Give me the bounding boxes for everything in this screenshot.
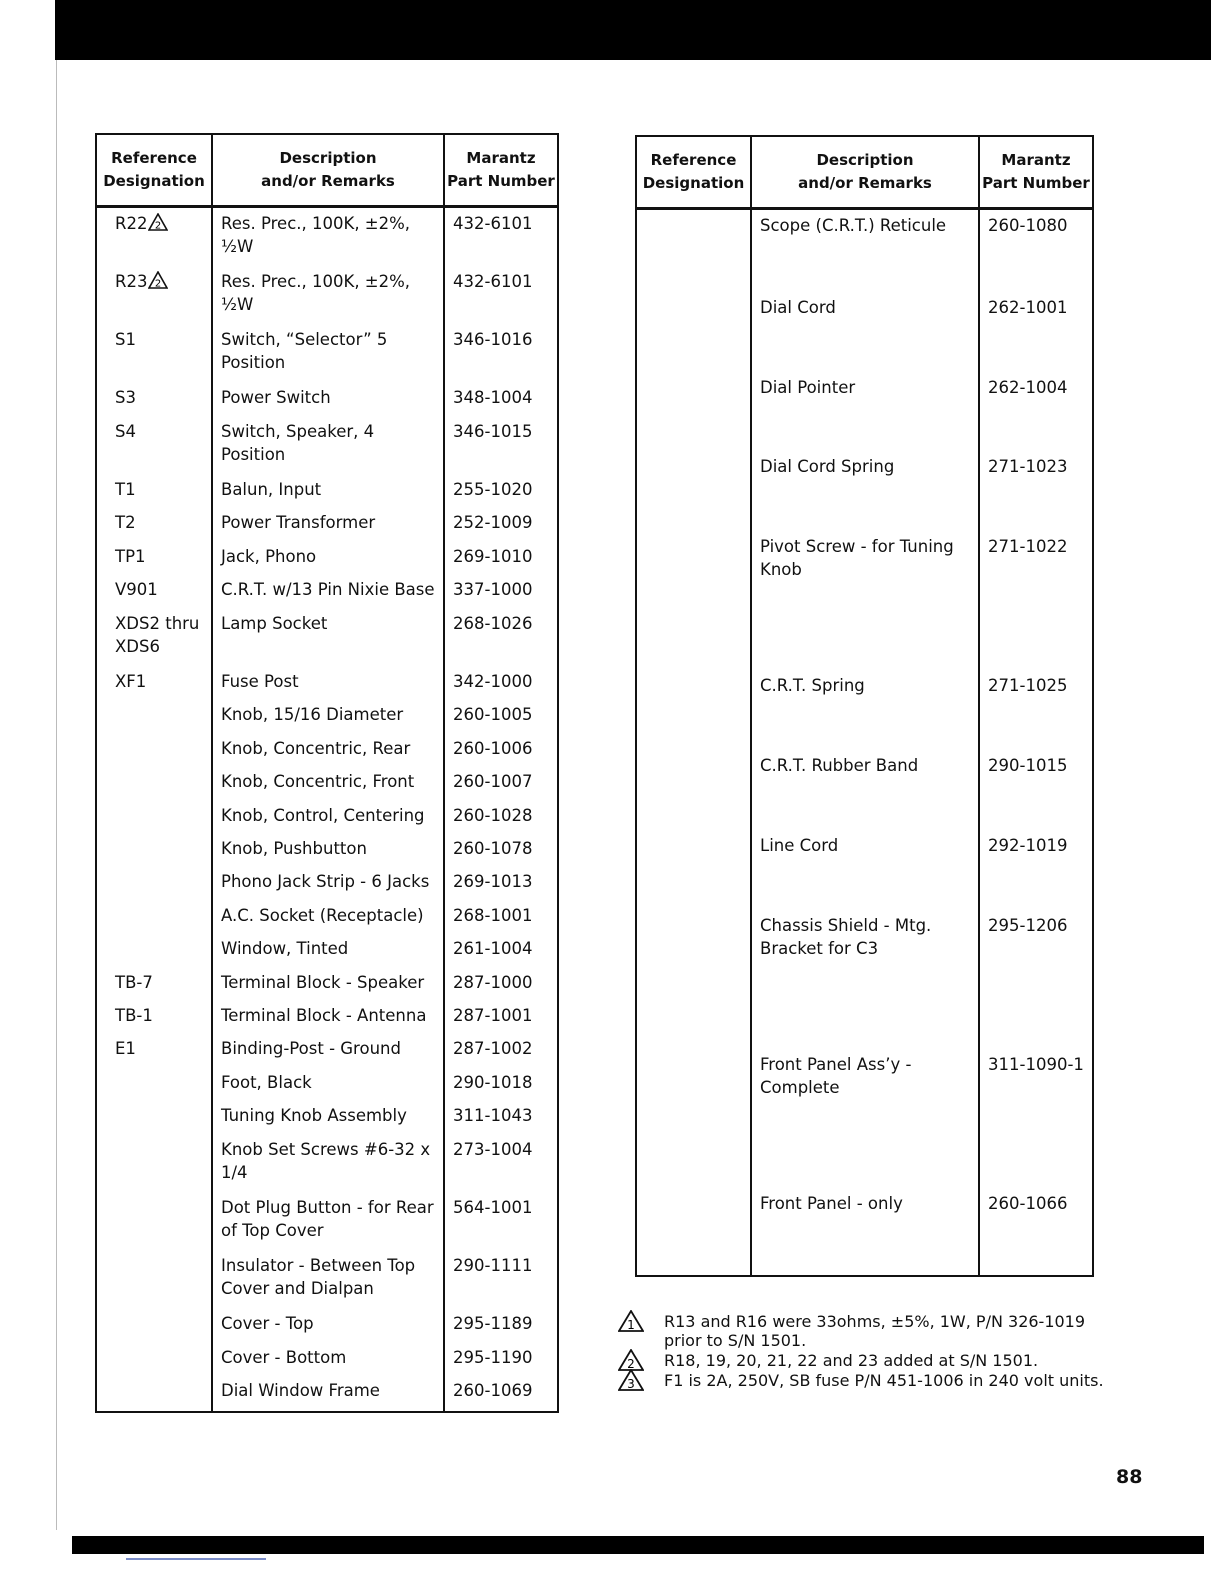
reference-cell: [96, 474, 212, 507]
table-row: [636, 531, 1093, 670]
description-cell: Knob, 15/16 Diameter: [212, 699, 444, 732]
reference-cell: [96, 866, 212, 899]
table-header-row: [96, 134, 558, 206]
empty-cell: [751, 1268, 979, 1276]
reference-cell: [636, 1188, 751, 1268]
table-row: [96, 1000, 558, 1033]
reference-cell: [636, 372, 751, 452]
table-row: [96, 1100, 558, 1133]
reference-cell: [636, 292, 751, 372]
part-number-cell: 295-1189: [444, 1308, 558, 1341]
description-cell: Jack, Phono: [212, 541, 444, 574]
description-cell: Knob, Concentric, Rear: [212, 733, 444, 766]
header-description: Description and/or Remarks: [212, 134, 444, 206]
table-row: [96, 699, 558, 732]
reference-cell: [96, 733, 212, 766]
parts-table-left: [95, 133, 559, 1413]
svg-text:2: 2: [155, 278, 162, 289]
description-cell: Scope (C.R.T.) Reticule: [751, 208, 979, 292]
reference-cell: [96, 1192, 212, 1250]
top-black-bar: [55, 0, 1211, 60]
part-number-cell: 260-1066: [979, 1188, 1093, 1268]
reference-cell: [96, 699, 212, 732]
description-cell: C.R.T. w/13 Pin Nixie Base: [212, 574, 444, 607]
description-cell: Knob, Pushbutton: [212, 833, 444, 866]
table-row: [96, 967, 558, 1000]
reference-cell: [96, 507, 212, 540]
reference-cell: [96, 541, 212, 574]
table-row: [96, 474, 558, 507]
part-number-cell: 262-1004: [979, 372, 1093, 452]
part-number-cell: 271-1023: [979, 451, 1093, 531]
reference-cell: [636, 531, 751, 670]
part-number-cell: 260-1078: [444, 833, 558, 866]
svg-text:2: 2: [155, 220, 162, 231]
table-row: [636, 910, 1093, 1049]
table-row: [636, 372, 1093, 452]
description-cell: Knob, Control, Centering: [212, 800, 444, 833]
description-cell: Dot Plug Button - for Rear of Top Cover: [212, 1192, 444, 1250]
part-number-cell: 287-1002: [444, 1033, 558, 1066]
part-number-cell: 260-1005: [444, 699, 558, 732]
part-number-cell: 290-1111: [444, 1250, 558, 1308]
table-row: [96, 382, 558, 415]
triangle-note-icon: [148, 213, 168, 231]
table-row: [96, 733, 558, 766]
empty-cell: [212, 1409, 444, 1412]
svg-text:1: 1: [627, 1318, 635, 1332]
page-number: 88: [1116, 1466, 1143, 1488]
description-cell: Knob Set Screws #6-32 x 1/4: [212, 1134, 444, 1192]
part-number-cell: 342-1000: [444, 666, 558, 699]
description-cell: Power Transformer: [212, 507, 444, 540]
description-cell: Cover - Bottom: [212, 1342, 444, 1375]
table-row: [636, 1049, 1093, 1188]
reference-cell: [96, 1375, 212, 1408]
table-row: [96, 866, 558, 899]
footnotes: [618, 1312, 1108, 1391]
part-number-cell: 260-1007: [444, 766, 558, 799]
part-number-cell: 290-1018: [444, 1067, 558, 1100]
description-cell: Line Cord: [751, 830, 979, 910]
reference-cell: [636, 830, 751, 910]
svg-text:3: 3: [627, 1377, 635, 1391]
description-cell: Balun, Input: [212, 474, 444, 507]
description-cell: Chassis Shield - Mtg. Bracket for C3: [751, 910, 979, 1049]
reference-cell: [96, 833, 212, 866]
description-cell: Insulator - Between Top Cover and Dialpan: [212, 1250, 444, 1308]
part-number-cell: 269-1010: [444, 541, 558, 574]
part-number-cell: 252-1009: [444, 507, 558, 540]
table-row: [96, 900, 558, 933]
reference-cell: [96, 1000, 212, 1033]
part-number-cell: 295-1206: [979, 910, 1093, 1049]
part-number-cell: 292-1019: [979, 830, 1093, 910]
table-row: [96, 933, 558, 966]
description-cell: Switch, Speaker, 4 Position: [212, 416, 444, 474]
description-cell: Terminal Block - Antenna: [212, 1000, 444, 1033]
description-cell: Terminal Block - Speaker: [212, 967, 444, 1000]
part-number-cell: 287-1001: [444, 1000, 558, 1033]
description-cell: Dial Window Frame: [212, 1375, 444, 1408]
reference-cell: [636, 910, 751, 1049]
description-cell: Foot, Black: [212, 1067, 444, 1100]
reference-designation: TB-1: [115, 1006, 153, 1026]
table-row: [96, 1308, 558, 1341]
reference-cell: [96, 382, 212, 415]
part-number-cell: 269-1013: [444, 866, 558, 899]
reference-cell: [96, 266, 212, 324]
reference-cell: [636, 670, 751, 750]
reference-cell: [96, 1100, 212, 1133]
reference-cell: [96, 1067, 212, 1100]
table-row: [96, 1375, 558, 1408]
description-cell: Pivot Screw - for Tuning Knob: [751, 531, 979, 670]
part-number-cell: 287-1000: [444, 967, 558, 1000]
reference-cell: [96, 1033, 212, 1066]
part-number-cell: 262-1001: [979, 292, 1093, 372]
description-cell: Tuning Knob Assembly: [212, 1100, 444, 1133]
part-number-cell: 260-1080: [979, 208, 1093, 292]
part-number-cell: 348-1004: [444, 382, 558, 415]
header-part-number: Marantz Part Number: [979, 136, 1093, 208]
reference-cell: [636, 208, 751, 292]
reference-designation: S4: [115, 421, 136, 441]
triangle-note-icon: [148, 271, 168, 289]
header-reference: Reference Designation: [636, 136, 751, 208]
reference-designation: R23: [115, 271, 148, 291]
bottom-blue-rule: [126, 1558, 266, 1560]
reference-designation: T1: [115, 479, 136, 499]
table-row: [96, 574, 558, 607]
footnote-1: 1 R13 and R16 were 33ohms, ±5%, 1W, P/N 326-1019 prior to S/N 1501.: [618, 1312, 1108, 1350]
description-cell: Cover - Top: [212, 1308, 444, 1341]
table-row: [96, 1134, 558, 1192]
description-cell: Dial Cord: [751, 292, 979, 372]
reference-cell: [96, 1342, 212, 1375]
table-row: [96, 1250, 558, 1308]
part-number-cell: 271-1025: [979, 670, 1093, 750]
table-row: [636, 1188, 1093, 1268]
reference-cell: [636, 451, 751, 531]
table-filler-row: [636, 1268, 1093, 1276]
description-cell: Knob, Concentric, Front: [212, 766, 444, 799]
reference-cell: [96, 900, 212, 933]
description-cell: Front Panel - only: [751, 1188, 979, 1268]
reference-cell: [96, 206, 212, 266]
table-row: [96, 266, 558, 324]
reference-designation: TB-7: [115, 972, 153, 992]
table-row: [96, 507, 558, 540]
reference-cell: [96, 608, 212, 666]
table-row: [96, 206, 558, 266]
description-cell: Phono Jack Strip - 6 Jacks: [212, 866, 444, 899]
table-filler-row: [96, 1409, 558, 1412]
description-cell: Fuse Post: [212, 666, 444, 699]
header-description: Description and/or Remarks: [751, 136, 979, 208]
reference-cell: [96, 800, 212, 833]
description-cell: Res. Prec., 100K, ±2%, ½W: [212, 206, 444, 266]
reference-designation: R22: [115, 213, 148, 233]
table-row: [96, 1342, 558, 1375]
description-cell: Res. Prec., 100K, ±2%, ½W: [212, 266, 444, 324]
reference-designation: XDS2 thru XDS6: [115, 613, 200, 656]
triangle-note-icon: [618, 1349, 644, 1371]
table-row: [636, 208, 1093, 292]
reference-designation: XF1: [115, 671, 147, 691]
table-row: [96, 608, 558, 666]
table-row: [96, 324, 558, 382]
parts-table-right: [635, 135, 1094, 1277]
table-row: [96, 1067, 558, 1100]
scan-edge-line: [56, 60, 57, 1530]
table-row: [96, 766, 558, 799]
table-row: [636, 670, 1093, 750]
part-number-cell: 261-1004: [444, 933, 558, 966]
part-number-cell: 346-1015: [444, 416, 558, 474]
reference-cell: [96, 1308, 212, 1341]
reference-designation: V901: [115, 580, 158, 600]
empty-cell: [979, 1268, 1093, 1276]
part-number-cell: 346-1016: [444, 324, 558, 382]
triangle-note-icon: [618, 1310, 644, 1332]
part-number-cell: 564-1001: [444, 1192, 558, 1250]
table-header-row: [636, 136, 1093, 208]
description-cell: C.R.T. Rubber Band: [751, 750, 979, 830]
footnote-2: 2 R18, 19, 20, 21, 22 and 23 added at S/N 1501.: [618, 1351, 1108, 1370]
empty-cell: [96, 1409, 212, 1412]
table-row: [96, 800, 558, 833]
part-number-cell: 311-1043: [444, 1100, 558, 1133]
reference-cell: [96, 1134, 212, 1192]
table-row: [636, 451, 1093, 531]
description-cell: Lamp Socket: [212, 608, 444, 666]
footnote-3: 3 F1 is 2A, 250V, SB fuse P/N 451-1006 in 240 volt units.: [618, 1371, 1108, 1390]
reference-cell: [96, 416, 212, 474]
description-cell: A.C. Socket (Receptacle): [212, 900, 444, 933]
part-number-cell: 268-1026: [444, 608, 558, 666]
part-number-cell: 295-1190: [444, 1342, 558, 1375]
table-row: [96, 416, 558, 474]
description-cell: Power Switch: [212, 382, 444, 415]
part-number-cell: 260-1028: [444, 800, 558, 833]
part-number-cell: 432-6101: [444, 206, 558, 266]
reference-cell: [96, 1250, 212, 1308]
part-number-cell: 337-1000: [444, 574, 558, 607]
table-row: [636, 750, 1093, 830]
table-row: [96, 666, 558, 699]
reference-cell: [636, 1049, 751, 1188]
bottom-black-bar: [72, 1536, 1204, 1554]
description-cell: Binding-Post - Ground: [212, 1033, 444, 1066]
description-cell: Dial Pointer: [751, 372, 979, 452]
reference-cell: [96, 574, 212, 607]
part-number-cell: 271-1022: [979, 531, 1093, 670]
description-cell: Front Panel Ass’y - Complete: [751, 1049, 979, 1188]
part-number-cell: 290-1015: [979, 750, 1093, 830]
part-number-cell: 260-1069: [444, 1375, 558, 1408]
reference-cell: [96, 666, 212, 699]
part-number-cell: 432-6101: [444, 266, 558, 324]
reference-designation: S1: [115, 330, 136, 350]
empty-cell: [636, 1268, 751, 1276]
description-cell: Window, Tinted: [212, 933, 444, 966]
part-number-cell: 260-1006: [444, 733, 558, 766]
table-row: [636, 292, 1093, 372]
table-row: [636, 830, 1093, 910]
reference-designation: TP1: [115, 546, 146, 566]
part-number-cell: 255-1020: [444, 474, 558, 507]
table-row: [96, 541, 558, 574]
reference-cell: [636, 750, 751, 830]
svg-text:2: 2: [627, 1357, 635, 1371]
part-number-cell: 311-1090-1: [979, 1049, 1093, 1188]
description-cell: C.R.T. Spring: [751, 670, 979, 750]
empty-cell: [444, 1409, 558, 1412]
part-number-cell: 268-1001: [444, 900, 558, 933]
reference-designation: E1: [115, 1039, 136, 1059]
table-row: [96, 1192, 558, 1250]
reference-cell: [96, 933, 212, 966]
table-row: [96, 833, 558, 866]
description-cell: Dial Cord Spring: [751, 451, 979, 531]
reference-cell: [96, 766, 212, 799]
reference-designation: T2: [115, 513, 136, 533]
reference-cell: [96, 324, 212, 382]
reference-cell: [96, 967, 212, 1000]
description-cell: Switch, “Selector” 5 Position: [212, 324, 444, 382]
header-reference: Reference Designation: [96, 134, 212, 206]
part-number-cell: 273-1004: [444, 1134, 558, 1192]
table-row: [96, 1033, 558, 1066]
header-part-number: Marantz Part Number: [444, 134, 558, 206]
reference-designation: S3: [115, 388, 136, 408]
triangle-note-icon: [618, 1369, 644, 1391]
